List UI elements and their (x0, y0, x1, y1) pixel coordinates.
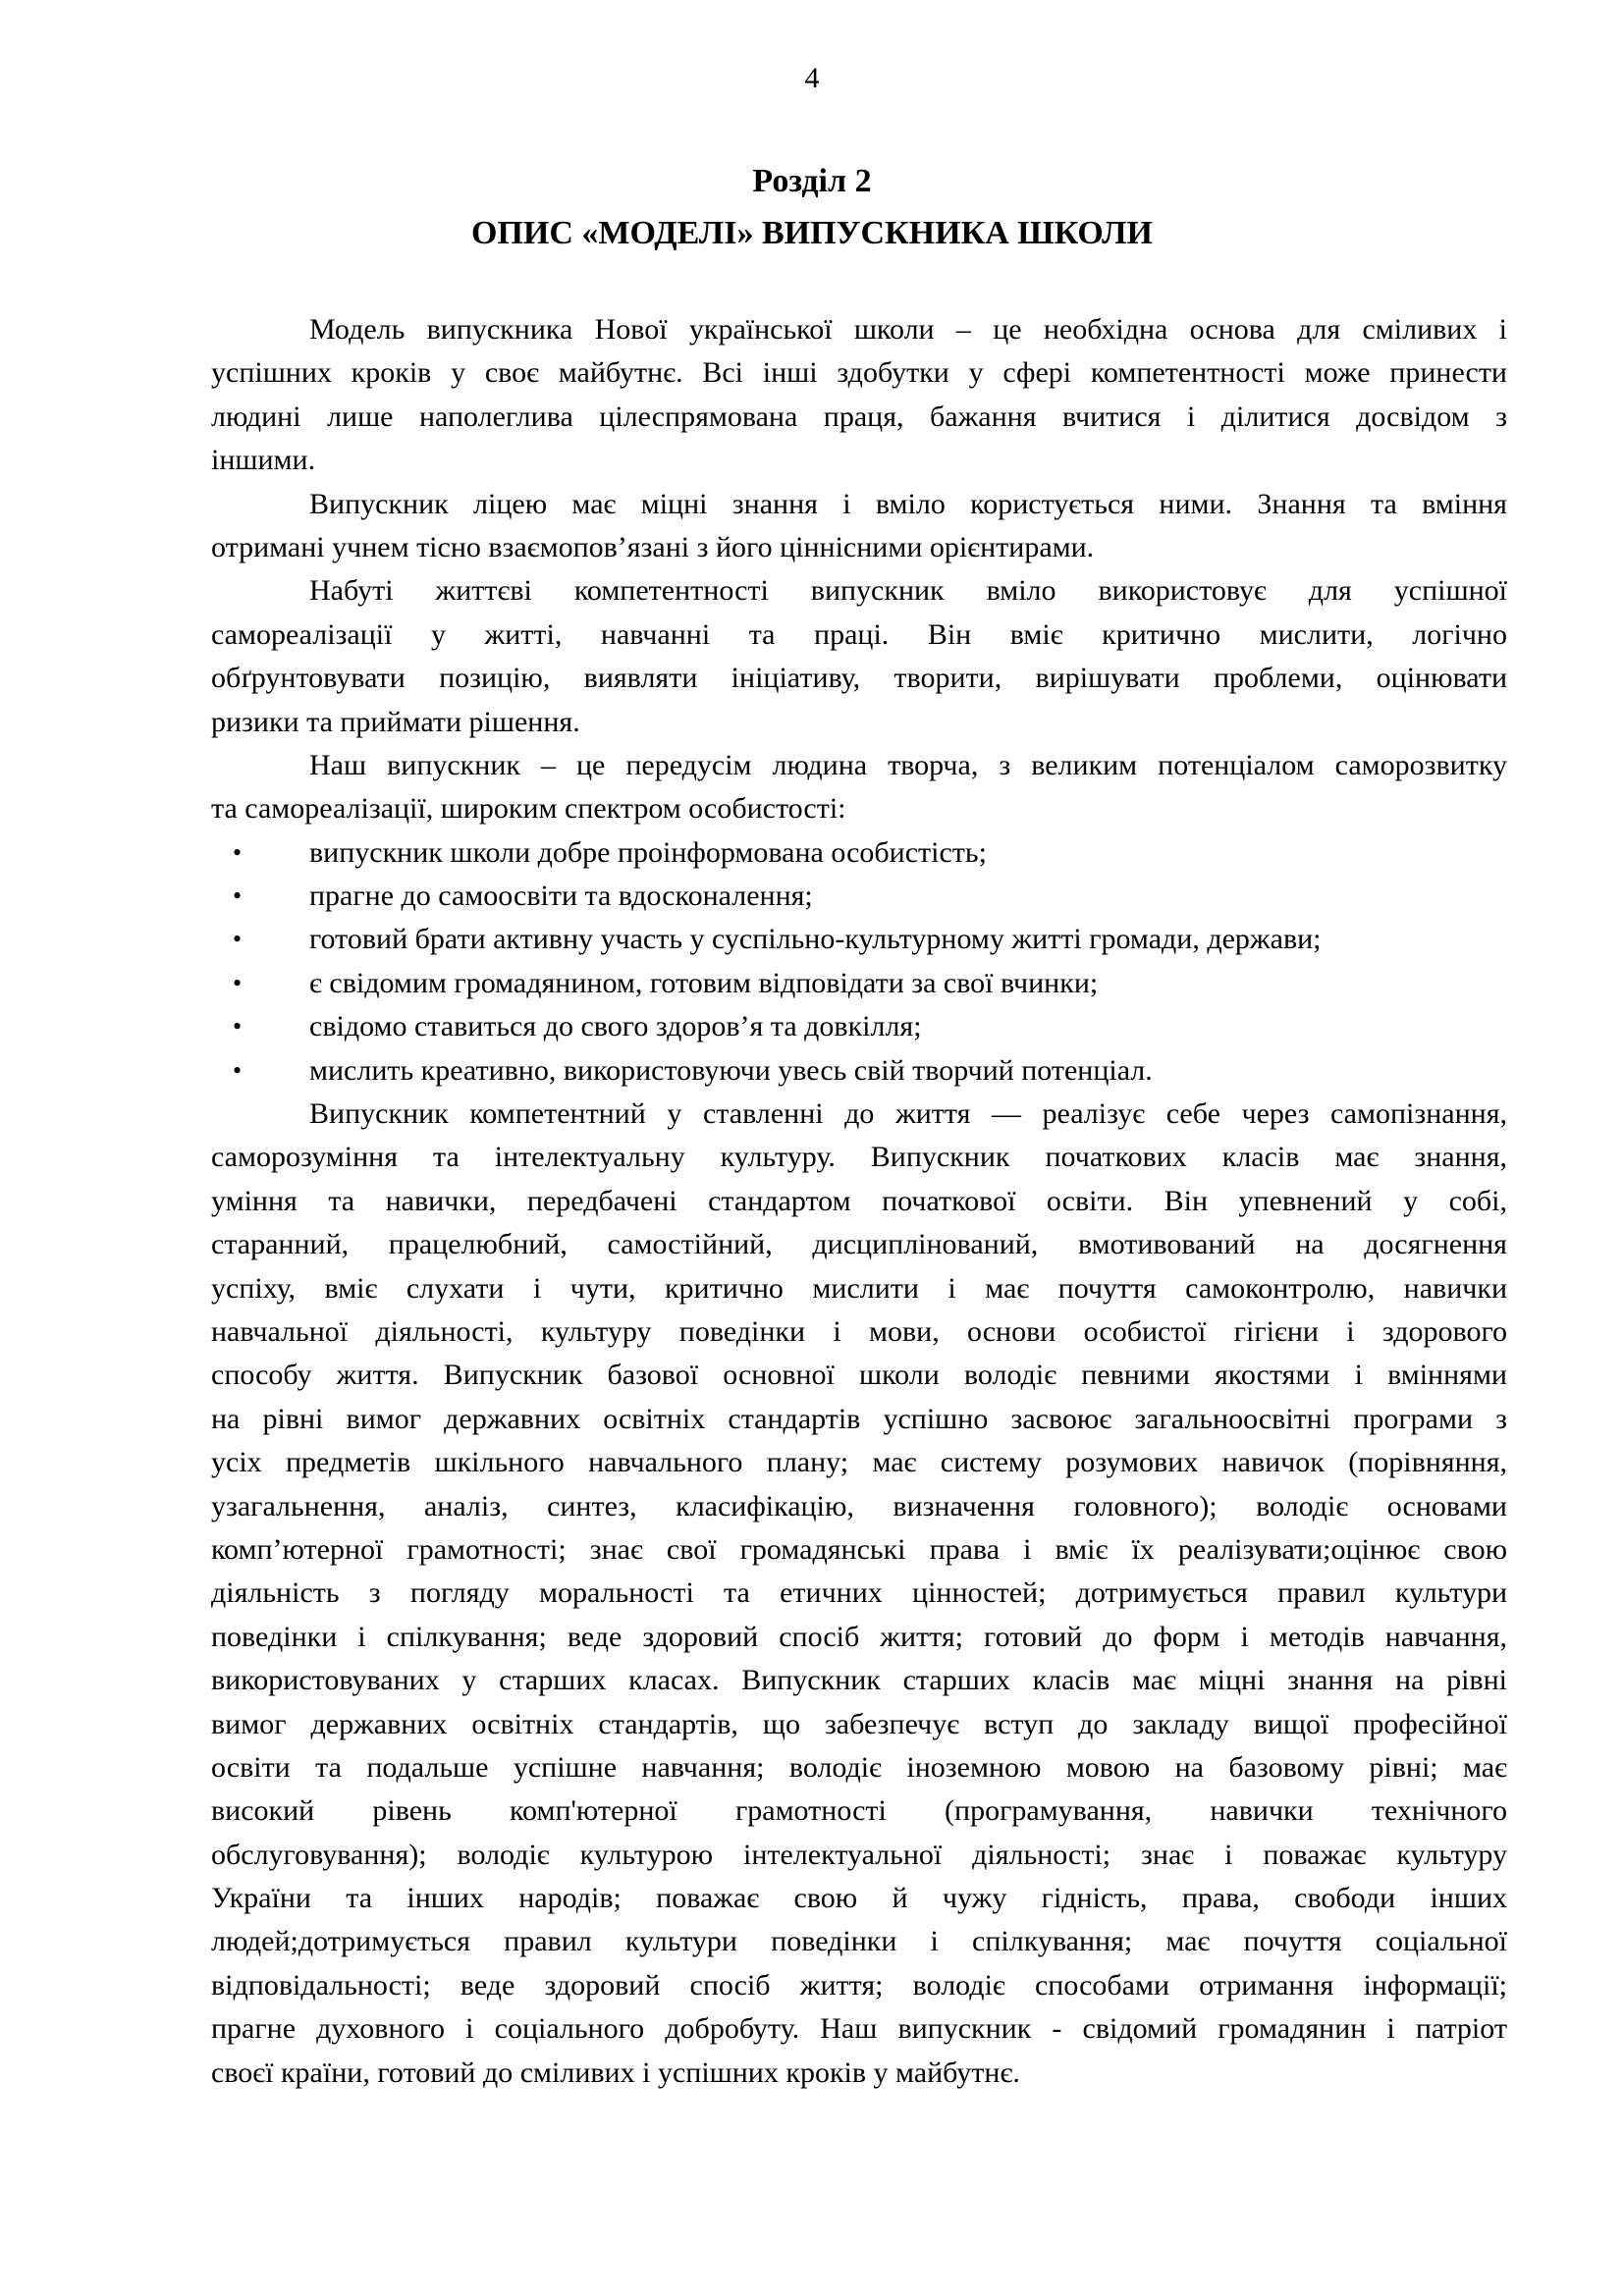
bullet-icon: • (233, 1055, 243, 1085)
text-line: уміння та навички, передбачені стандартом початкової освіти. Він упевнений у собі, (211, 1184, 1507, 1217)
list-item-text: випускник школи добре проінформована особистість; (309, 835, 987, 869)
bullet-list (211, 831, 1507, 1093)
text-line: саморозуміння та інтелектуальну культуру. Випускник початкових класів має знання, (211, 1141, 1507, 1174)
text-line: успішних кроків у своє майбутнє. Всі інші здобутки у сфері компетентності може принести (211, 356, 1507, 390)
bullet-icon: • (233, 837, 243, 867)
paragraph (211, 308, 1507, 483)
paragraph (211, 569, 1507, 744)
paragraph (211, 483, 1507, 570)
list-item (211, 1049, 1507, 1093)
list-item (211, 962, 1507, 1005)
text-line: узагальнення, аналіз, синтез, класифікацію, визначення головного); володіє основами (211, 1489, 1507, 1522)
list-item-text: готовий брати активну участь у суспільно-культурному житті громади, держави; (309, 923, 1322, 956)
text-line: високий рівень комп'ютерної грамотності (програмування, навички технічного (211, 1794, 1507, 1828)
text-line: Випускник компетентний у ставленні до життя — реалізує себе через самопізнання, (309, 1097, 1507, 1131)
text-line: отримані учнем тісно взаємопов’язані з його ціннісними орієнтирами. (211, 530, 1095, 563)
text-line: поведінки і спілкування; веде здоровий спосіб життя; готовий до форм і методів навчання, (211, 1620, 1507, 1653)
list-item-text: є свідомим громадянином, готовим відповідати за свої вчинки; (309, 966, 1099, 999)
text-line: та самореалізації, широким спектром особистості: (211, 792, 846, 826)
text-line: комп’ютерної грамотності; знає свої громадянські права і вміє їх реалізувати;оцінює свою (211, 1532, 1507, 1566)
text-line: діяльність з погляду моральності та етичних цінностей; дотримується правил культури (211, 1576, 1507, 1610)
text-line: України та інших народів; поважає свою й чужу гідність, права, свободи інших (211, 1882, 1507, 1915)
section-label: Розділ 2 (752, 163, 872, 199)
bullet-icon: • (233, 881, 243, 911)
text-line: усіх предметів шкільного навчального плану; має систему розумових навичок (порівняння, (211, 1446, 1507, 1479)
text-line: іншими. (211, 444, 316, 477)
list-item-text: свідомо ставиться до свого здоров’я та довкілля; (309, 1010, 922, 1043)
text-line: вимог державних освітніх стандартів, що забезпечує вступ до закладу вищої професійної (211, 1707, 1507, 1740)
paragraph (211, 744, 1507, 831)
bullet-icon: • (233, 968, 243, 997)
text-line: Модель випускника Нової української школи – це необхідна основа для сміливих і (309, 313, 1507, 346)
text-line: старанний, працелюбний, самостійний, дисциплінований, вмотивований на досягнення (211, 1228, 1507, 1261)
text-line: людей;дотримується правил культури поведінки і спілкування; має почуття соціальної (211, 1925, 1507, 1958)
text-line: самореалізації у житті, навчанні та праці. Він вміє критично мислити, логічно (211, 617, 1507, 651)
text-line: обслуговування); володіє культурою інтелектуальної діяльності; знає і поважає культуру (211, 1838, 1507, 1871)
text-line: людині лише наполеглива цілеспрямована праця, бажання вчитися і ділитися досвідом з (211, 400, 1507, 433)
text-line: відповідальності; веде здоровий спосіб життя; володіє способами отримання інформації; (211, 1968, 1507, 2002)
text-line: Випускник ліцею має міцні знання і вміло користується ними. Знання та вміння (309, 487, 1507, 520)
list-item (211, 875, 1507, 918)
text-line: своєї країни, готовий до сміливих і успішних кроків у майбутнє. (211, 2056, 1020, 2089)
list-item (211, 1005, 1507, 1048)
text-line: ризики та приймати рішення. (211, 705, 580, 738)
list-item-text: мислить креативно, використовуючи увесь свій творчий потенціал. (309, 1053, 1153, 1087)
text-line: обґрунтовувати позицію, виявляти ініціативу, творити, вирішувати проблеми, оцінювати (211, 662, 1507, 695)
text-line: навчальної діяльності, культуру поведінки і мови, основи особистої гігієни і здорового (211, 1314, 1507, 1348)
paragraph (211, 1093, 1507, 2095)
page-number: 4 (804, 62, 820, 94)
text-line: успіху, вміє слухати і чути, критично мислити і має почуття самоконтролю, навички (211, 1271, 1507, 1305)
list-item (211, 918, 1507, 961)
text-line: прагне духовного і соціального добробуту. Наш випускник - свідомий громадянин і патріот (211, 2012, 1507, 2046)
bullet-icon: • (233, 925, 243, 954)
text-line: освіти та подальше успішне навчання; володіє іноземною мовою на базовому рівні; має (211, 1750, 1507, 1784)
document-body (211, 308, 1507, 2095)
list-item-text: прагне до самоосвіти та вдосконалення; (309, 880, 813, 913)
text-line: Набуті життєві компетентності випускник вміло використовує для успішної (309, 574, 1507, 608)
text-line: способу життя. Випускник базової основної школи володіє певними якостями і вміннями (211, 1359, 1507, 1392)
bullet-icon: • (233, 1012, 243, 1041)
text-line: на рівні вимог державних освітніх стандартів успішно засвоює загальноосвітні програми з (211, 1402, 1507, 1435)
text-line: Наш випускник – це передусім людина творча, з великим потенціалом саморозвитку (309, 748, 1507, 781)
list-item (211, 831, 1507, 875)
section-title: ОПИС «МОДЕЛІ» ВИПУСКНИКА ШКОЛИ (471, 215, 1153, 251)
text-line: використовуваних у старших класах. Випускник старших класів має міцні знання на рівні (211, 1664, 1507, 1697)
